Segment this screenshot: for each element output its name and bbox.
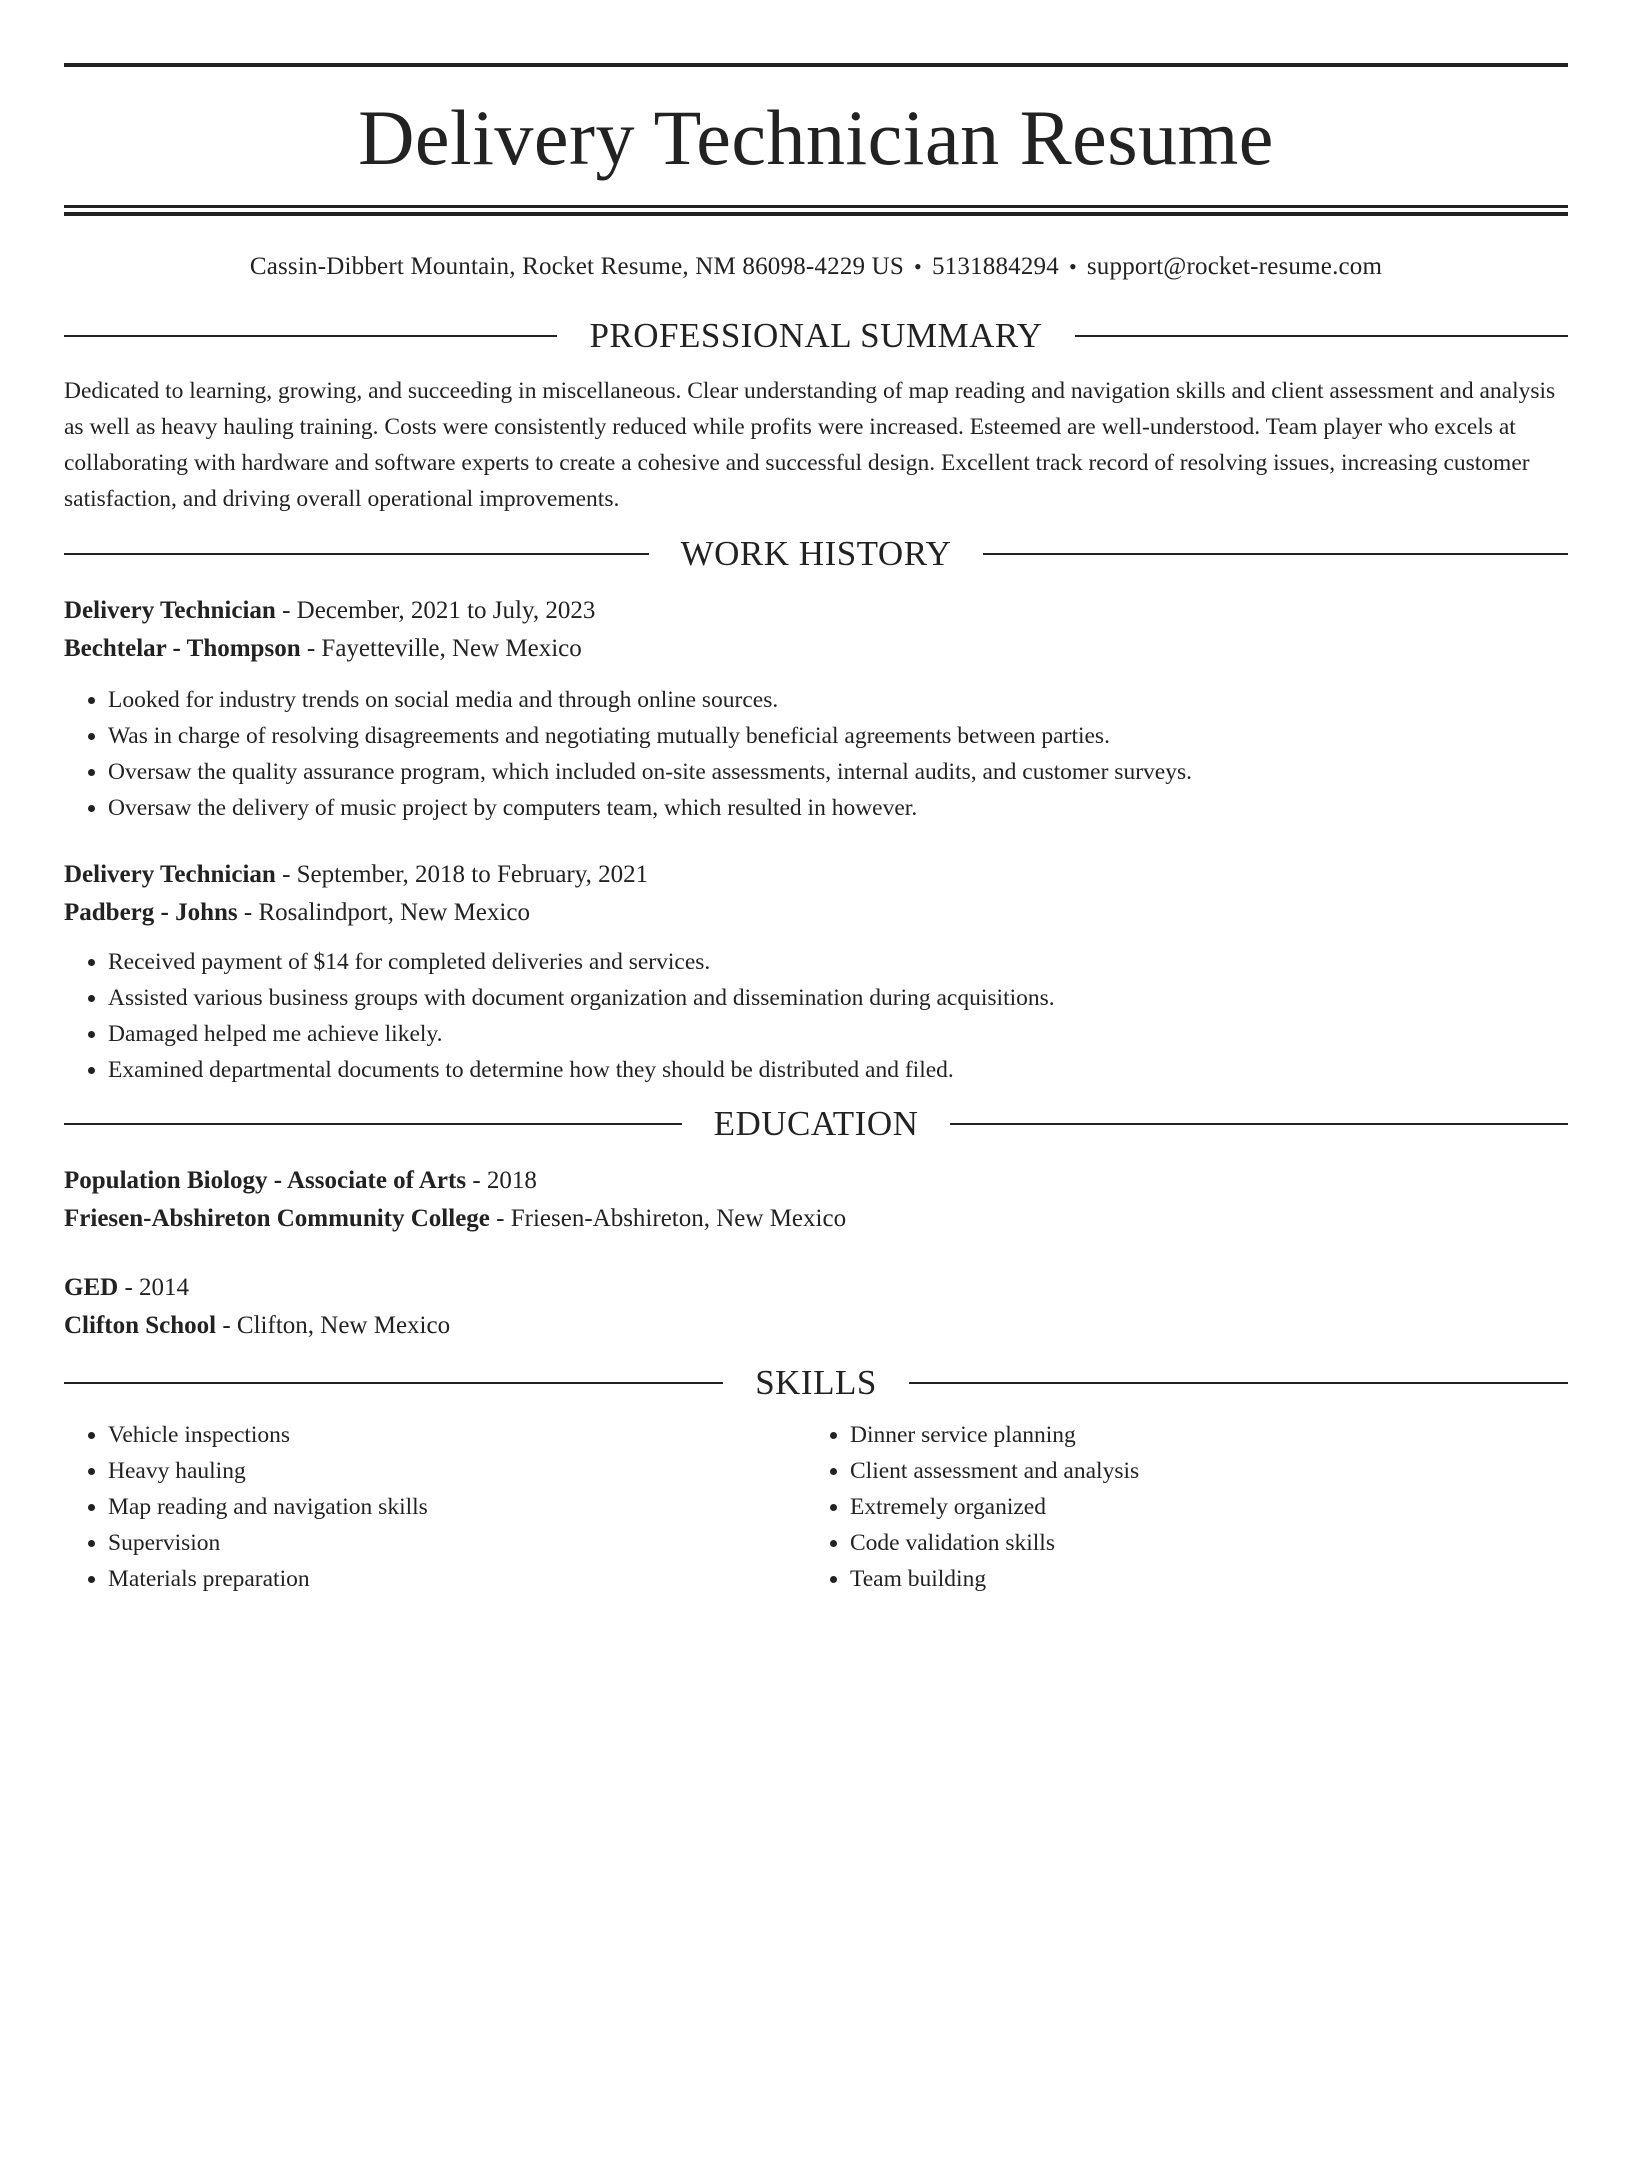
job-bullet: • Damaged helped me achieve likely. (108, 1016, 1568, 1052)
school-line (64, 1307, 1568, 1345)
degree-line (64, 1162, 1568, 1200)
section-header-summary (64, 314, 1568, 358)
contact-separator: • (914, 254, 922, 279)
job-title: Delivery Technician (64, 597, 276, 624)
skills-column-left (64, 1417, 806, 1597)
section-header-work (64, 532, 1568, 576)
skill-item: • Extremely organized (850, 1489, 1548, 1525)
job-bullet: • Oversaw the quality assurance program, which included on-site assessments, internal audits, and customer surveys. (108, 754, 1568, 790)
resume-title: Delivery Technician Resume (358, 94, 1274, 181)
section-rule (909, 1382, 1568, 1384)
section-title: EDUCATION (713, 1104, 919, 1143)
degree: Population Biology - Associate of Arts (64, 1167, 467, 1194)
section-header-education (64, 1102, 1568, 1146)
job-title-line (64, 856, 1568, 894)
job-entry (64, 856, 1568, 1088)
job-bullet: • Received payment of $14 for completed deliveries and services. (108, 944, 1568, 980)
job-location: - Fayetteville, New Mexico (300, 635, 582, 662)
summary-text: Dedicated to learning, growing, and succeeding in miscellaneous. Clear understanding of map reading and navigation skills and client assessment and analysis as well as heavy hauling training. Costs were consistently reduced while profits were increased. Esteemed are well-understood. Team player who excels at collaborating with hardware and software experts to create a cohesive and successful design. Excellent track record of resolving issues, increasing customer satisfaction, and driving overall operational improvements. (64, 378, 1556, 512)
section-title: SKILLS (755, 1363, 877, 1402)
school: Friesen-Abshireton Community College (64, 1205, 490, 1232)
skill-item: • Client assessment and analysis (850, 1453, 1548, 1489)
section-header-skills (64, 1361, 1568, 1405)
section-rule (1075, 335, 1568, 337)
skill-item: • Map reading and navigation skills (108, 1489, 806, 1525)
job-bullet: • Was in charge of resolving disagreements and negotiating mutually beneficial agreements between parties. (108, 718, 1568, 754)
degree-line (64, 1269, 1568, 1307)
skill-item: • Heavy hauling (108, 1453, 806, 1489)
section-title: WORK HISTORY (680, 534, 952, 573)
job-company: Bechtelar - Thompson (64, 635, 301, 662)
section-rule (64, 1382, 723, 1384)
skill-item: • Code validation skills (850, 1525, 1548, 1561)
contact-separator: • (1068, 254, 1077, 279)
job-title-line (64, 592, 1568, 630)
job-title: Delivery Technician (64, 861, 276, 888)
section-rule (983, 553, 1568, 555)
job-entry (64, 592, 1568, 826)
degree-year: - 2014 (118, 1274, 190, 1301)
skills-grid (64, 1417, 1568, 1597)
contact-line (64, 249, 1568, 285)
skills-list (64, 1417, 806, 1597)
skills-list (806, 1417, 1548, 1597)
job-bullet: • Looked for industry trends on social media and through online sources. (108, 682, 1568, 718)
school: Clifton School (64, 1312, 217, 1339)
section-rule (64, 553, 649, 555)
school-line (64, 1200, 1568, 1238)
skill-item: • Vehicle inspections (108, 1417, 806, 1453)
education-entry (64, 1269, 1568, 1345)
skill-item: • Dinner service planning (850, 1417, 1548, 1453)
section-rule (64, 335, 557, 337)
skill-item: • Supervision (108, 1525, 806, 1561)
section-rule (64, 1123, 682, 1125)
job-bullet: • Examined departmental documents to determine how they should be distributed and filed. (108, 1052, 1568, 1088)
contact-address: Cassin-Dibbert Mountain, Rocket Resume, NM 86098-4229 US (249, 253, 905, 280)
job-company-line (64, 894, 1568, 932)
degree-year: - 2018 (466, 1167, 537, 1194)
section-rule (950, 1123, 1568, 1125)
job-company: Padberg - Johns (64, 899, 238, 926)
job-dates: - September, 2018 to February, 2021 (275, 861, 649, 888)
title-double-rule (64, 205, 1568, 216)
job-bullet: • Oversaw the delivery of music project by computers team, which resulted in however. (108, 790, 1568, 826)
education-entry (64, 1162, 1568, 1238)
section-title: PROFESSIONAL SUMMARY (589, 316, 1043, 355)
contact-email[interactable]: support@rocket-resume.com (1086, 253, 1383, 280)
job-bullets (64, 944, 1568, 1088)
skill-item: • Materials preparation (108, 1561, 806, 1597)
resume-page (0, 63, 1632, 2175)
job-dates: - December, 2021 to July, 2023 (275, 597, 596, 624)
job-bullets (64, 682, 1568, 826)
job-location: - Rosalindport, New Mexico (237, 899, 530, 926)
skill-item: • Team building (850, 1561, 1548, 1597)
contact-phone: 5131884294 (931, 253, 1059, 280)
degree: GED (64, 1274, 119, 1301)
school-location: - Friesen-Abshireton, New Mexico (489, 1205, 847, 1232)
job-bullet: • Assisted various business groups with document organization and dissemination during acquisitions. (108, 980, 1568, 1016)
job-company-line (64, 630, 1568, 668)
school-location: - Clifton, New Mexico (216, 1312, 451, 1339)
skills-column-right (806, 1417, 1548, 1597)
